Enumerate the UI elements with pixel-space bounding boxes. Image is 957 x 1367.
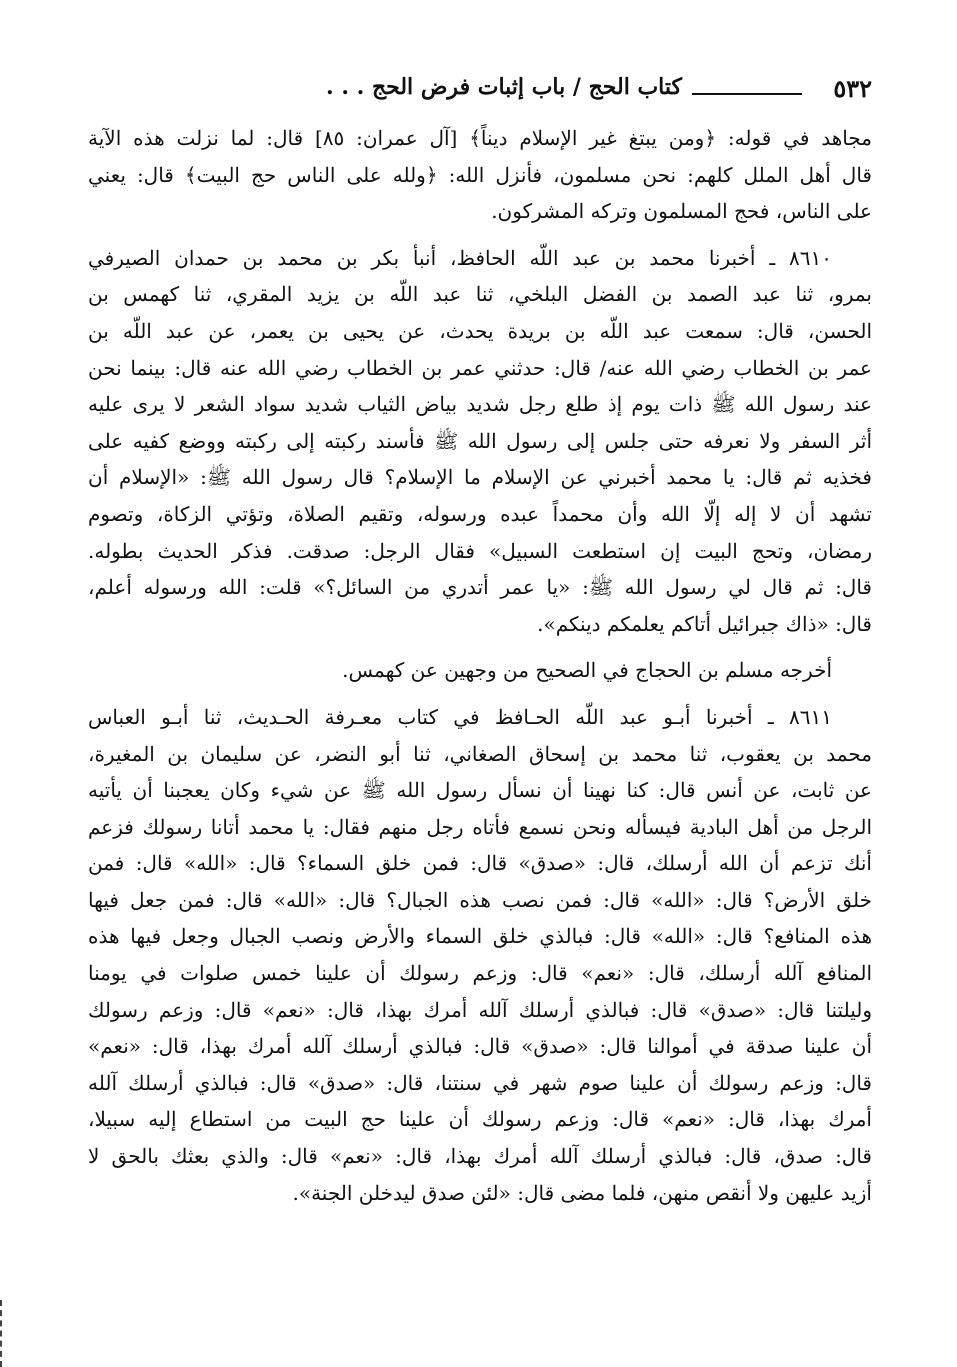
hadith-8610 (88, 240, 872, 643)
scan-edge-marks (0, 1300, 6, 1367)
body-text (88, 120, 872, 1211)
page-number: ٥٣٢ (833, 74, 872, 103)
text-line: ٨٦١١ ـ أخبرنا أبـو عبد اللّه الحـافظ في كتاب معـرفة الحـديث، ثنا أبـو العباس (88, 704, 832, 729)
page-header (88, 74, 872, 110)
text-line: الحسن، قال: سمعت عبد اللّه بن بريدة يحدث، عن يحيى بن يعمر، عن عبد اللّه بن (88, 318, 872, 343)
header-rule (692, 93, 802, 95)
text-line: وليلتنا قال: «صدق» قال: فبالذي أرسلك آلله أمرك بهذا، قال: «نعم» قال: وزعم رسولك (88, 997, 872, 1022)
text-line: هذه المنافع؟ قال: «الله» قال: فبالذي خلق السماء والأرض ونصب الجبال وجعل فيها هذه (88, 924, 872, 949)
text-line: عمر بن الخطاب رضي الله عنه/ قال: حدثني عمر بن الخطاب رضي الله عنه قال: بينما نحن (88, 355, 872, 380)
text-line: قال أهل الملل كلهم: نحن مسلمون، فأنزل الله: ﴿ولله على الناس حج البيت﴾ قال: يعني (88, 162, 872, 187)
text-line: قال: ثم قال لي رسول الله ﷺ: «يا عمر أتدري من السائل؟» قلت: الله ورسوله أعلم، (88, 575, 872, 600)
takhrij-note (88, 652, 872, 689)
text-line: قال: «ذاك جبرائيل أتاكم يعلمكم دينكم». (537, 611, 872, 636)
text-line: رمضان، وتحج البيت إن استطعت السبيل» فقال الرجل: صدقت. فذكر الحديث بطوله. (88, 538, 872, 563)
text-line: أثر السفر ولا نعرفه حتى جلس إلى رسول الله ﷺ فأسند ركبته إلى ركبته ووضع كفيه على (88, 428, 872, 453)
text-line: قال: صدق، قال: فبالذي أرسلك آلله أمرك بهذا، قال: «نعم» قال: والذي بعثك بالحق لا (88, 1144, 872, 1169)
text-line: على الناس، فحج المسلمون وتركه المشركون. (491, 199, 872, 224)
hadith-8611 (88, 699, 872, 1211)
text-line: أن علينا صدقة في أموالنا قال: «صدق» قال: فبالذي أرسلك آلله أمرك بهذا، قال: «نعم» (88, 1034, 872, 1059)
text-line: فخذيه ثم قال: يا محمد أخبرني عن الإسلام ما الإسلام؟ قال رسول الله ﷺ: «الإسلام أن (88, 465, 872, 490)
text-line: محمد بن يعقوب، ثنا محمد بن إسحاق الصغاني، ثنا أبو النضر، عن سليمان بن المغيرة، (88, 741, 872, 766)
text-line: خلق الأرض؟ قال: «الله» قال: فمن نصب هذه الجبال؟ قال: «الله» قال: فمن جعل فيها (88, 887, 872, 912)
text-line: عند رسول الله ﷺ ذات يوم إذ طلع رجل شديد بياض الثياب شديد سواد الشعر لا يرى عليه (88, 392, 872, 417)
paragraph-continuation (88, 120, 872, 230)
text-line: أخرجه مسلم بن الحجاج في الصحيح من وجهين عن كهمس. (342, 658, 832, 683)
text-line: أزيد عليهن ولا أنقص منهن، فلما مضى قال: «لئن صدق ليدخلن الجنة». (292, 1180, 872, 1205)
text-line: ٨٦١٠ ـ أخبرنا محمد بن عبد اللّه الحافظ، أنبأ بكر بن محمد بن حمدان الصيرفي (88, 245, 832, 270)
text-line: مجاهد في قوله: ﴿ومن يبتغ غير الإسلام ديناً﴾ [آل عمران: ٨٥] قال: لما نزلت هذه الآية (88, 126, 872, 150)
text-line: قال: وزعم رسولك أن علينا صوم شهر في سنتنا، قال: «صدق» قال: فبالذي أرسلك آلله (88, 1070, 872, 1095)
text-line: الرجل من أهل البادية فيسأله ونحن نسمع فأتاه رجل منهم فقال: يا محمد أتانا رسولك فزعم (88, 814, 872, 839)
text-line: تشهد أن لا إله إلّا الله وأن محمداً عبده ورسوله، وتقيم الصلاة، وتؤتي الزكاة، وتصوم (88, 501, 872, 526)
text-line: عن ثابت، عن أنس قال: كنا نهينا أن نسأل رسول الله ﷺ عن شيء وكان يعجبنا أن يأتيه (88, 778, 872, 803)
text-line: بمرو، ثنا عبد الصمد بن الفضل البلخي، ثنا عبد اللّه بن يزيد المقري، ثنا كهمس بن (88, 282, 872, 307)
text-line: أمرك بهذا، قال: «نعم» قال: وزعم رسولك أن علينا حج البيت من استطاع إليه سبيلا، (88, 1107, 872, 1132)
running-title: كتاب الحج / باب إثبات فرض الحج . . . (326, 74, 682, 100)
text-line: المنافع آلله أرسلك، قال: «نعم» قال: وزعم رسولك أن علينا خمس صلوات في يومنا (88, 961, 872, 986)
text-line: أنك تزعم أن الله أرسلك، قال: «صدق» قال: فمن خلق السماء؟ قال: «الله» قال: فمن (88, 851, 872, 876)
